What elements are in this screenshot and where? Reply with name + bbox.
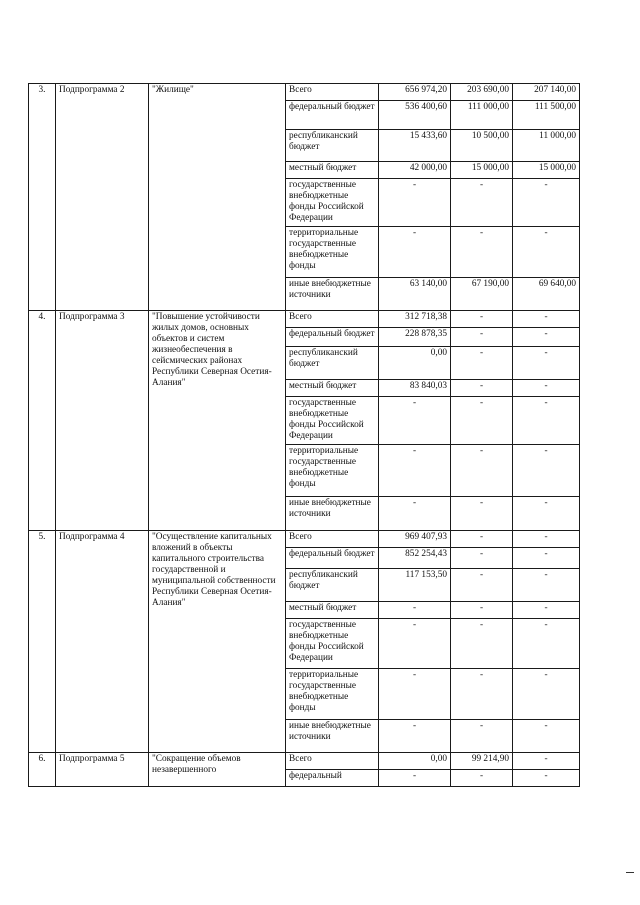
amount-year-3: - xyxy=(513,497,580,531)
amount-year-1: 536 400,60 xyxy=(379,101,451,130)
funding-source: иные внебюджетные источники xyxy=(286,278,379,311)
amount-year-1: 969 407,93 xyxy=(379,531,451,548)
funding-source: федеральный бюджет xyxy=(286,328,379,347)
amount-year-1: 0,00 xyxy=(379,753,451,770)
amount-year-1: 852 254,43 xyxy=(379,548,451,569)
funding-source: Всего xyxy=(286,311,379,328)
funding-source: республиканский бюджет xyxy=(286,569,379,602)
amount-year-2: - xyxy=(451,497,513,531)
funding-source: федеральный бюджет xyxy=(286,548,379,569)
funding-source: Всего xyxy=(286,753,379,770)
amount-year-3: 207 140,00 xyxy=(513,84,580,101)
amount-year-2: - xyxy=(451,531,513,548)
amount-year-1: - xyxy=(379,619,451,669)
amount-year-1: - xyxy=(379,227,451,278)
funding-source: территориальные государственные внебюджетные фонды xyxy=(286,669,379,720)
amount-year-2: - xyxy=(451,602,513,619)
amount-year-3: 69 640,00 xyxy=(513,278,580,311)
amount-year-1: 312 718,38 xyxy=(379,311,451,328)
amount-year-1: 117 153,50 xyxy=(379,569,451,602)
program-name: Подпрограмма 5 xyxy=(56,753,149,787)
funding-source: Всего xyxy=(286,84,379,101)
amount-year-1: - xyxy=(379,720,451,753)
funding-source: республиканский бюджет xyxy=(286,347,379,380)
amount-year-1: 63 140,00 xyxy=(379,278,451,311)
amount-year-2: - xyxy=(451,179,513,227)
row-number: 6. xyxy=(29,753,56,787)
amount-year-3: - xyxy=(513,328,580,347)
funding-source: местный бюджет xyxy=(286,380,379,397)
amount-year-2: - xyxy=(451,548,513,569)
amount-year-1: 83 840,03 xyxy=(379,380,451,397)
row-number: 3. xyxy=(29,84,56,311)
amount-year-2: - xyxy=(451,380,513,397)
program-name: Подпрограмма 3 xyxy=(56,311,149,531)
amount-year-1: 656 974,20 xyxy=(379,84,451,101)
amount-year-3: - xyxy=(513,602,580,619)
amount-year-3: 11 000,00 xyxy=(513,130,580,162)
table-body xyxy=(29,84,580,787)
amount-year-3: - xyxy=(513,619,580,669)
funding-source: республиканский бюджет xyxy=(286,130,379,162)
table-row xyxy=(29,531,580,548)
row-number: 4. xyxy=(29,311,56,531)
program-name: Подпрограмма 4 xyxy=(56,531,149,753)
amount-year-3: - xyxy=(513,380,580,397)
amount-year-3: - xyxy=(513,753,580,770)
amount-year-1: - xyxy=(379,770,451,787)
amount-year-1: 228 878,35 xyxy=(379,328,451,347)
amount-year-3: - xyxy=(513,720,580,753)
amount-year-3: - xyxy=(513,179,580,227)
amount-year-2: - xyxy=(451,619,513,669)
amount-year-1: 0,00 xyxy=(379,347,451,380)
funding-source: Всего xyxy=(286,531,379,548)
amount-year-3: - xyxy=(513,347,580,380)
table-row xyxy=(29,84,580,101)
amount-year-2: - xyxy=(451,397,513,445)
amount-year-2: - xyxy=(451,227,513,278)
program-goal: "Жилище" xyxy=(149,84,286,311)
funding-source: федеральный xyxy=(286,770,379,787)
amount-year-1: - xyxy=(379,179,451,227)
amount-year-3: - xyxy=(513,569,580,602)
amount-year-1: 42 000,00 xyxy=(379,162,451,179)
amount-year-2: 111 000,00 xyxy=(451,101,513,130)
amount-year-3: - xyxy=(513,311,580,328)
amount-year-2: - xyxy=(451,347,513,380)
amount-year-1: 15 433,60 xyxy=(379,130,451,162)
table-row xyxy=(29,311,580,328)
program-goal: "Осуществление капитальных вложений в объекты капитального строительства государственной и муниципальной собственности Республики Северная Осетия-Алания" xyxy=(149,531,286,753)
funding-source: иные внебюджетные источники xyxy=(286,497,379,531)
funding-source: иные внебюджетные источники xyxy=(286,720,379,753)
funding-source: государственные внебюджетные фонды Российской Федерации xyxy=(286,397,379,445)
amount-year-1: - xyxy=(379,669,451,720)
amount-year-2: - xyxy=(451,445,513,497)
amount-year-3: 15 000,00 xyxy=(513,162,580,179)
funding-source: местный бюджет xyxy=(286,162,379,179)
program-name: Подпрограмма 2 xyxy=(56,84,149,311)
amount-year-2: - xyxy=(451,770,513,787)
amount-year-3: - xyxy=(513,669,580,720)
amount-year-3: - xyxy=(513,397,580,445)
amount-year-2: 99 214,90 xyxy=(451,753,513,770)
amount-year-3: - xyxy=(513,770,580,787)
funding-source: территориальные государственные внебюджетные фонды xyxy=(286,445,379,497)
amount-year-3: 111 500,00 xyxy=(513,101,580,130)
amount-year-3: - xyxy=(513,227,580,278)
amount-year-2: 10 500,00 xyxy=(451,130,513,162)
funding-source: территориальные государственные внебюджетные фонды xyxy=(286,227,379,278)
page-edge-mark xyxy=(626,872,634,873)
funding-source: государственные внебюджетные фонды Российской Федерации xyxy=(286,179,379,227)
amount-year-2: 67 190,00 xyxy=(451,278,513,311)
table-row xyxy=(29,753,580,770)
amount-year-2: - xyxy=(451,328,513,347)
funding-source: местный бюджет xyxy=(286,602,379,619)
amount-year-2: - xyxy=(451,311,513,328)
funding-source: государственные внебюджетные фонды Российской Федерации xyxy=(286,619,379,669)
program-goal: "Сокращение объемов незавершенного xyxy=(149,753,286,787)
row-number: 5. xyxy=(29,531,56,753)
program-goal: "Повышение устойчивости жилых домов, основных объектов и систем жизнеобеспечения в сейсмических районах Республики Северная Осетия-Алания" xyxy=(149,311,286,531)
amount-year-3: - xyxy=(513,548,580,569)
amount-year-3: - xyxy=(513,531,580,548)
amount-year-1: - xyxy=(379,497,451,531)
funding-table xyxy=(28,83,580,787)
amount-year-2: - xyxy=(451,569,513,602)
amount-year-2: - xyxy=(451,669,513,720)
amount-year-1: - xyxy=(379,445,451,497)
amount-year-3: - xyxy=(513,445,580,497)
amount-year-2: 203 690,00 xyxy=(451,84,513,101)
amount-year-2: 15 000,00 xyxy=(451,162,513,179)
amount-year-1: - xyxy=(379,602,451,619)
amount-year-1: - xyxy=(379,397,451,445)
amount-year-2: - xyxy=(451,720,513,753)
funding-source: федеральный бюджет xyxy=(286,101,379,130)
